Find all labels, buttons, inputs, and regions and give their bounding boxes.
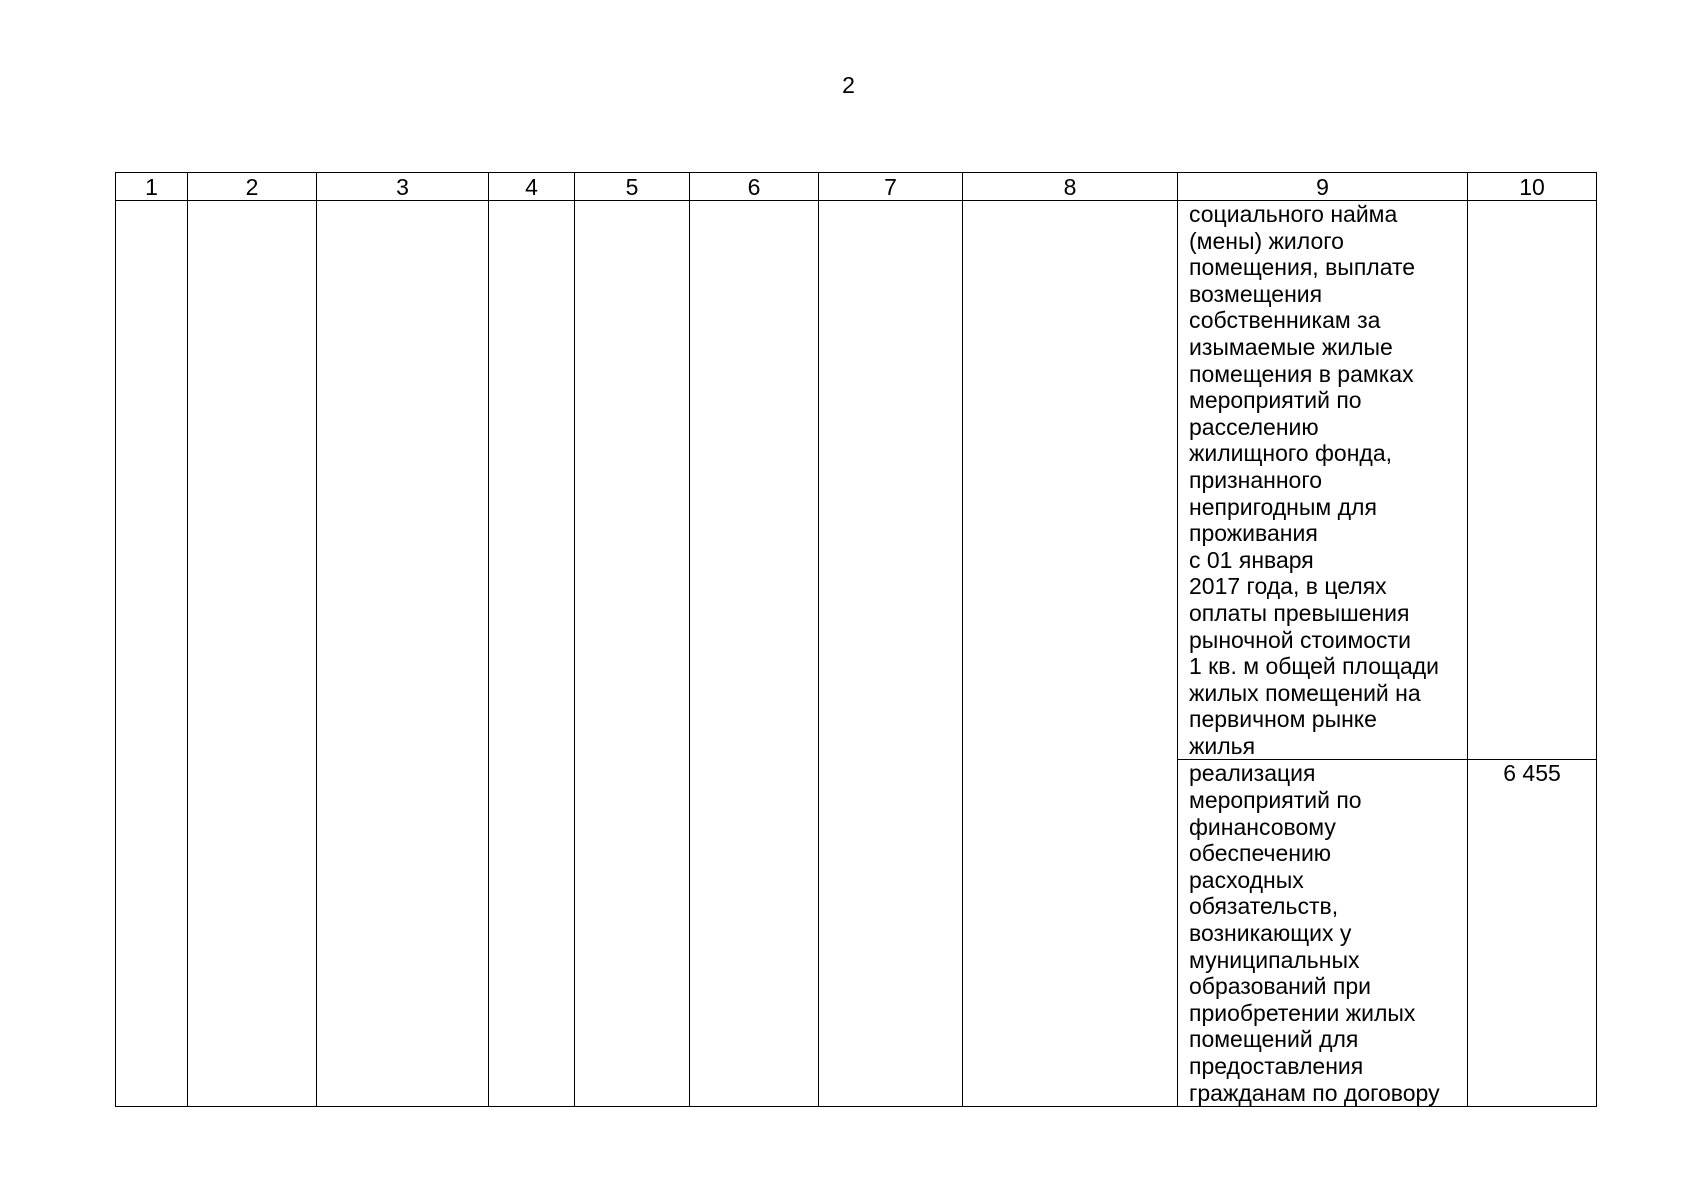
table-cell-description: социального найма (мены) жилого помещения, выплате возмещения собственникам за изымаемые жилые помещения в рамках мероприятий по расселению жилищного фонда, признанного непригодным для проживания с 01 января 2017 года, в целях оплаты превышения рыночной стоимости 1 кв. м общей площади жилых помещений на первичном рынке жилья (1178, 201, 1468, 760)
table-cell-col7 (819, 201, 963, 1107)
column-header-9: 9 (1178, 173, 1468, 201)
column-header-1: 1 (116, 173, 188, 201)
table-cell-col2 (188, 201, 317, 1107)
column-header-10: 10 (1468, 173, 1597, 201)
column-header-3: 3 (317, 173, 489, 201)
column-header-6: 6 (690, 173, 819, 201)
table-cell-col4 (489, 201, 575, 1107)
table-cell-amount (1468, 201, 1597, 760)
table-cell-description: реализация мероприятий по финансовому обеспечению расходных обязательств, возникающих у муниципальных образований при приобретении жилых помещений для предоставления гражданам по договору (1178, 760, 1468, 1107)
table-cell-col5 (575, 201, 690, 1107)
column-header-4: 4 (489, 173, 575, 201)
column-header-8: 8 (963, 173, 1178, 201)
table-cell-col3 (317, 201, 489, 1107)
page-number: 2 (842, 72, 855, 98)
table-cell-col6 (690, 201, 819, 1107)
data-table (115, 172, 1597, 1107)
table-cell-col1 (116, 201, 188, 1107)
table-header-row (116, 173, 1597, 201)
table-row (116, 201, 1597, 760)
column-header-5: 5 (575, 173, 690, 201)
column-header-2: 2 (188, 173, 317, 201)
table-cell-amount: 6 455 (1468, 760, 1597, 1107)
table-cell-col8 (963, 201, 1178, 1107)
column-header-7: 7 (819, 173, 963, 201)
